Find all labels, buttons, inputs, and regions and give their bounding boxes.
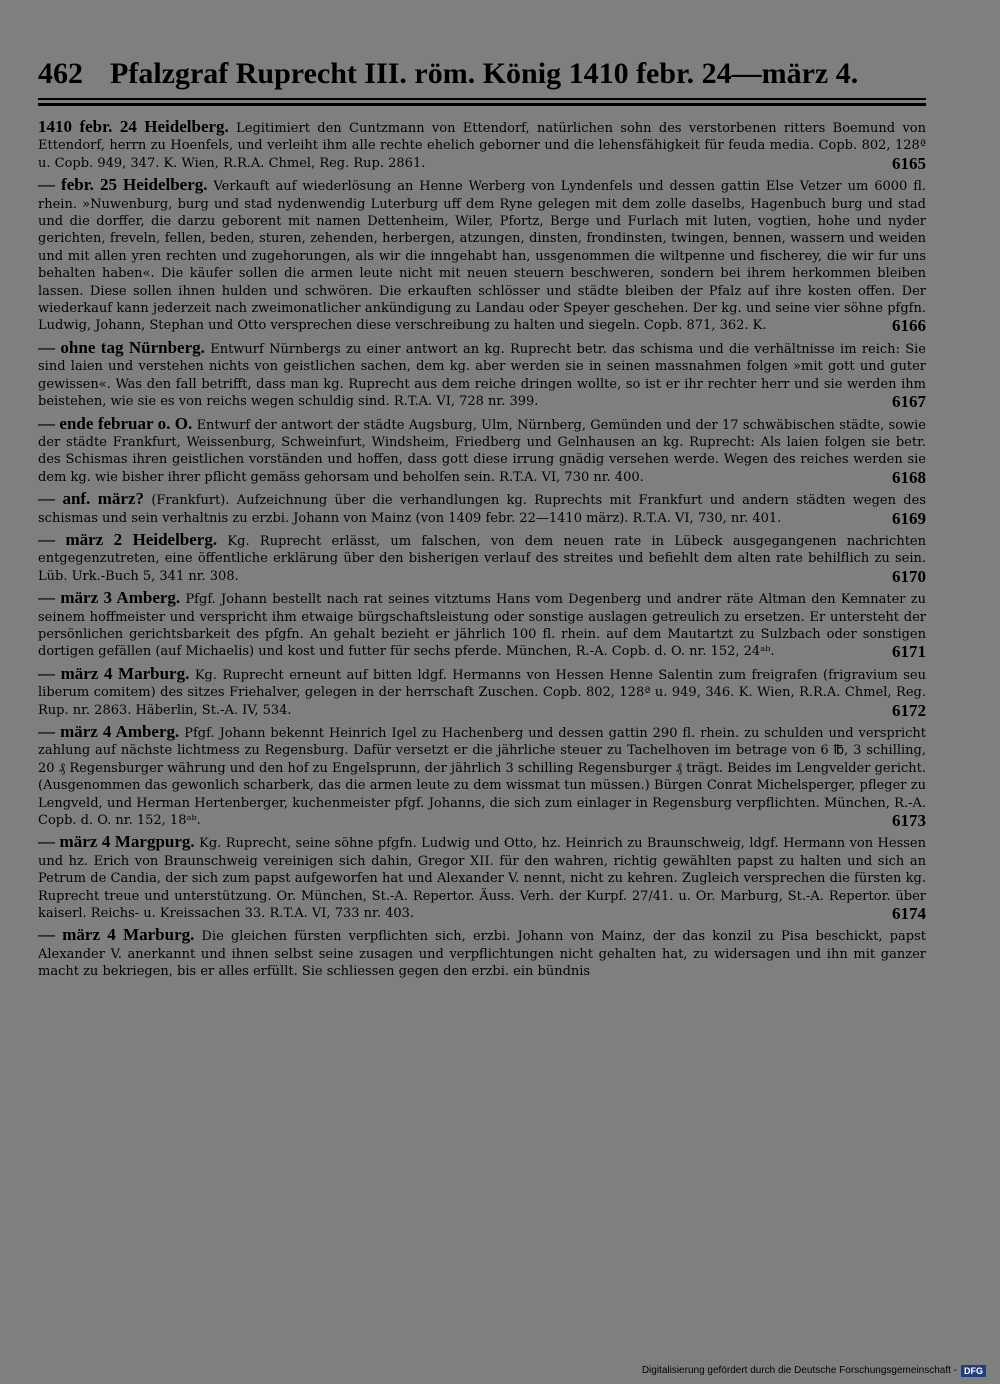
regesta-entries	[38, 118, 926, 985]
entry-date-place: — märz 4 Marburg.	[38, 926, 195, 945]
entry-text: Pfgf. Johann bestellt nach rat seines vitztums Hans vom Degenberg und andrer räte Altman den Kemnater zu seinem hoffmeister und verspricht ihm etwaige bürgschaftsleistung oder sonstige auslagen getreulich zu ersetzen. Er untersteht der persönlichen gerichtsbarkeit des pfgfn. An gehalt bezieht er jährlich 100 fl. rhein. auf dem Mautartzt zu Sulzbach oder sonstigen dortigen gefällen (auf Michaelis) und kost und futter für sechs pferde. München, R.-A. Copb. d. O. nr. 152, 24ᵃᵇ.	[38, 592, 926, 660]
entry-date-place: — ende februar o. O.	[38, 414, 193, 433]
entry-number: 6169	[892, 508, 926, 527]
regest-entry	[38, 118, 926, 172]
page-header	[38, 56, 926, 92]
entry-date-place: — anf. märz?	[38, 490, 145, 509]
entry-number: 6172	[892, 700, 926, 719]
regest-entry	[38, 176, 926, 335]
entry-text: Kg. Ruprecht, seine söhne pfgfn. Ludwig und Otto, hz. Heinrich zu Braunschweig, ldgf. Hermann von Hessen und hz. Erich von Braunschweig vereinigen sich dahin, Gregor XII. für den wahren, richtig gewählten papst zu halten und sich an Petrum de Candia, der sich zum papst aufgeworfen hat und Alexander V. nennt, nicht zu kehren. Zugleich versprechen die fürsten kg. Ruprecht treue und unterstützung. Or. München, St.-A. Repertor. Äuss. Verh. der Kurpf. 27/41. u. Or. Marburg, St.-A. Repertor. über kaiserl. Reichs- u. Kreissachen 33. R.T.A. VI, 733 nr. 403.	[38, 836, 926, 922]
entry-number: 6171	[892, 642, 926, 661]
entry-date-place: — ohne tag Nürnberg.	[38, 338, 205, 357]
entry-number: 6174	[892, 904, 926, 923]
regest-entry	[38, 589, 926, 661]
regest-entry	[38, 723, 926, 829]
entry-text: Kg. Ruprecht erneunt auf bitten ldgf. Hermanns von Hessen Henne Salentin zum freigrafen (frigravium seu liberum comitem) des sitzes Friehalver, gelegen in der herrschaft Zuschen. Copb. 802, 128ª u. 949, 346. K. Wien, R.R.A. Chmel, Reg. Rup. nr. 2863. Häberlin, St.-A. IV, 534.	[38, 667, 926, 718]
entry-text: Die gleichen fürsten verpflichten sich, erzbi. Johann von Mainz, der das konzil zu Pisa beschickt, papst Alexander V. anerkannt und ihnen selbst seine zusagen und verpflichtungen nicht gehalten hat, zu widersagen und ihn mit ganzer macht zu bekriegen, bis er alles erfüllt. Sie schliessen gegen den erzbi. ein bündnis	[38, 929, 926, 980]
regest-entry	[38, 415, 926, 487]
page-title: Pfalzgraf Ruprecht III. röm. König 1410 febr. 24—märz 4.	[110, 57, 859, 90]
funding-footer	[642, 1364, 986, 1378]
entry-text: Pfgf. Johann bekennt Heinrich Igel zu Hachenberg und dessen gattin 290 fl. rhein. zu schulden und verspricht zahlung auf nächste lichtmess zu Regensburg. Dafür versetzt er die jährliche steuer zu Tachelhoven im betrage von 6 ℔, 3 schilling, 20 ₰ Regensburger währung und den hof zu Engelsprunn, der jährlich 3 schilling Regensburger ₰ trägt. Beides im Lengvelder gericht. (Ausgenommen das gewonlich scharberk, das die armen leute zu dem wissmat tun müssen.) Bürgen Conrat Michelsperger, pfleger zu Lengveld, und Herman Hertenberger, kuchenmeister pfgf. Johanns, die sich zum einlager in Regensburg verpflichten. München, R.-A. Copb. d. O. nr. 152, 18ᵃᵇ.	[38, 726, 926, 829]
entry-text: Kg. Ruprecht erlässt, um falschen, von dem neuen rate in Lübeck ausgegangenen nachrichten entgegenzutreten, eine öffentliche erklärung über den bisherigen verlauf des streites und befiehlt dem alten rate behilflich zu sein. Lüb. Urk.-Buch 5, 341 nr. 308.	[38, 533, 926, 584]
entry-date-place: 1410 febr. 24 Heidelberg.	[38, 118, 229, 136]
entry-text: Legitimiert den Cuntzmann von Ettendorf, natürlichen sohn des verstorbenen ritters Boemund von Ettendorf, herrn zu Hoenfels, und verleiht ihm alle rechte ehelich geborner und die lehensfähigkeit für feuda media. Copb. 802, 128ª u. Copb. 949, 347. K. Wien, R.R.A. Chmel, Reg. Rup. 2861.	[38, 121, 926, 171]
header-rule-thin	[38, 98, 926, 100]
entry-date-place: — märz 3 Amberg.	[38, 589, 181, 608]
dfg-logo-icon: DFG	[961, 1365, 986, 1377]
footer-text: Digitalisierung gefördert durch die Deutsche Forschungsgemeinschaft -	[641, 1365, 957, 1376]
entry-number: 6166	[892, 316, 926, 335]
regest-entry	[38, 339, 926, 411]
header-rule-thick	[38, 103, 926, 106]
entry-number: 6167	[892, 392, 926, 411]
entry-number: 6170	[892, 566, 926, 586]
entry-number: 6168	[892, 467, 926, 487]
regest-entry	[38, 665, 926, 719]
regest-entry	[38, 833, 926, 922]
entry-text: (Frankfurt). Aufzeichnung über die verhandlungen kg. Ruprechts mit Frankfurt und andern städten wegen des schismas und sein verhaltnis zu erzbi. Johann von Mainz (von 1409 febr. 22—1410 märz). R.T.A. VI, 730, nr. 401.	[38, 493, 926, 526]
regest-entry	[38, 531, 926, 585]
page-number: 462	[38, 57, 83, 90]
regest-entry	[38, 490, 926, 527]
entry-date-place: — märz 4 Marburg.	[38, 664, 190, 683]
entry-date-place: — märz 2 Heidelberg.	[38, 530, 218, 549]
entry-text: Entwurf Nürnbergs zu einer antwort an kg. Ruprecht betr. das schisma und die verhältnisse im reich: Sie sind laien und verstehen nichts von geistlichen sachen, dem kg. aber werden sie in seinen massnahmen folgen »mit gott und guter gewissen«. Was den fall betrifft, dass man kg. Ruprecht aus dem reiche dringen wollte, so ist er ihr rechter herr und sie werden ihm beistehen, wie sie es von reichs wegen schuldig sind. R.T.A. VI, 728 nr. 399.	[38, 341, 926, 410]
entry-date-place: — märz 4 Amberg.	[38, 723, 180, 741]
regest-entry	[38, 926, 926, 980]
entry-number: 6173	[892, 811, 926, 830]
entry-date-place: — febr. 25 Heidelberg.	[38, 176, 208, 195]
entry-number: 6165	[892, 153, 926, 173]
entry-text: Entwurf der antwort der städte Augsburg, Ulm, Nürnberg, Gemünden und der 17 schwäbischen städte, sowie der städte Frankfurt, Weissenburg, Schweinfurt, Windsheim, Friedberg und Gelnhausen an kg. Ruprecht: Als laien folgen sie betr. des Schismas ihren geistlichen vorständen und hoffen, dass gott diese irrung gnädig versehen werde. Wegen des reiches werden sie dem kg. wie bisher ihrer pflicht gemäss gehorsam und beholfen sein. R.T.A. VI, 730 nr. 400.	[38, 417, 926, 485]
entry-date-place: — märz 4 Margpurg.	[38, 833, 195, 852]
entry-text: Verkauft auf wiederlösung an Henne Werberg von Lyndenfels und dessen gattin Else Vetzer um 6000 fl. rhein. »Nuwenburg, burg und stad nydenwendig Luterburg uff dem Ryne gelegen mit dem zolle daselbs, Hagenbuch burg und stad und die dorffer, die darzu geborent mit namen Dettenheim, Wiler, Pfortz, Berge und Furlach mit luten, vogtien, hohe und nyder gerichten, freveln, fellen, beden, sturen, zehenden, herbergen, atzungen, dinsten, frondinsten, twingen, bennen, wassern und weiden und mit allen yren rechten und zugehorungen, als wir die inngehabt han, ussgenommen die wiltpenne und fischerey, die wir fur uns behalten haben«. Die käufer sollen die armen leute nicht mit neuen steuern beschweren, sondern bei ihrem herkommen bleiben lassen. Diese sollen ihnen hulden und schwören. Die erkauften schlösser und städte bleiben der Pfalz auf ihre kosten offen. Der wiederkauf kann jederzeit nach zweimonatlicher ankündigung zu Landau oder Speyer geschehen. Der kg. und seine vier söhne pfgfn. Ludwig, Johann, Stephan und Otto versprechen diese verschreibung zu halten und siegeln. Copb. 871, 362. K.	[38, 179, 926, 334]
